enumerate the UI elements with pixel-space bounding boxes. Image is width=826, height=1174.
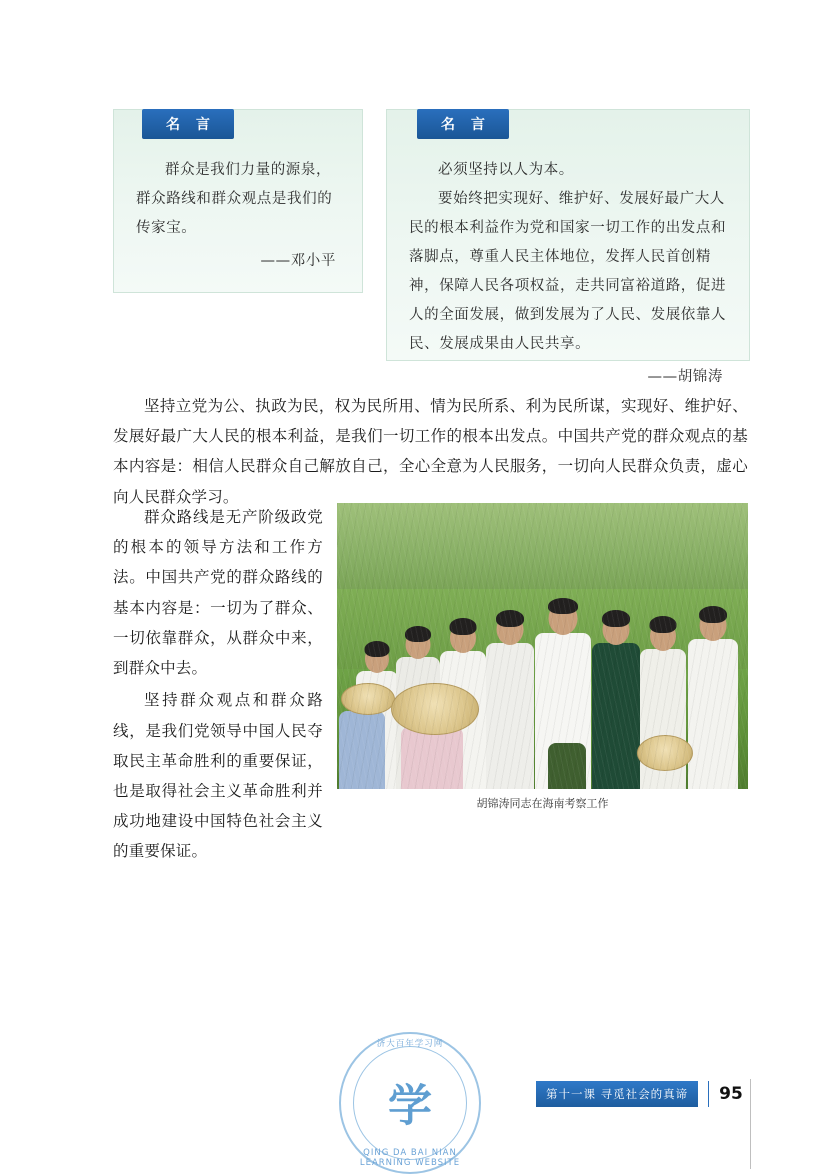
paragraph-text: 坚持群众观点和群众路线，是我们党领导中国人民夺取民主革命胜利的重要保证，也是取得社会主义革命胜利并成功地建设中国特色社会主义的重要保证。 — [113, 692, 323, 861]
paragraph-text: 坚持立党为公、执政为民，权为民所用、情为民所系、利为民所谋，实现好、维护好、发展好最广大人民的根本利益，是我们一切工作的根本出发点。中国共产党的群众观点的基本内容是：相信人民群众自己解放自己，全心全意为人民服务，一切向人民群众负责，虚心向人民群众学习。 — [113, 398, 748, 506]
footer-divider — [708, 1081, 709, 1107]
quote-paragraph: 必须坚持以人为本。 — [438, 162, 574, 178]
quote-box-hu — [386, 109, 750, 385]
watermark-logo — [339, 1032, 481, 1174]
body-left-column — [113, 503, 323, 868]
watermark-glyph: 学 — [388, 1080, 432, 1132]
quote-body — [387, 148, 749, 392]
page-footer — [536, 1079, 748, 1109]
paragraph-text: 群众路线是无产阶级政党的根本的领导方法和工作方法。中国共产党的群众路线的基本内容是：一切为了群众、一切依靠群众，从群众中来，到群众中去。 — [113, 509, 323, 678]
quote-attribution: ——邓小平 — [260, 253, 336, 269]
quote-paragraph: 要始终把实现好、维护好、发展好最广大人民的根本利益作为党和国家一切工作的出发点和落脚点，尊重人民主体地位，发挥人民首创精神，保障人民各项权益，走共同富裕道路，促进人的全面发展，做到发展为了人民、发展依靠人民、发展成果由人民共享。 — [409, 191, 727, 352]
photo-figure — [337, 503, 748, 789]
quote-tab-label: 名 言 — [142, 109, 234, 139]
watermark-bottom-text: QING DA BAI NIAN LEARNING WEBSITE — [359, 1148, 461, 1168]
quote-body — [114, 148, 362, 276]
quote-tab-label: 名 言 — [417, 109, 509, 139]
quote-attribution: ——胡锦涛 — [647, 369, 723, 385]
photo-caption: 胡锦涛同志在海南考察工作 — [476, 797, 609, 810]
photo-grass-texture — [337, 503, 748, 789]
quote-box-deng — [113, 109, 363, 293]
watermark-top-text: 济大百年学习网 — [376, 1039, 444, 1049]
photo-image — [337, 503, 748, 789]
page-number: 95 — [719, 1084, 743, 1104]
page-edge-rule — [750, 1079, 751, 1169]
quote-paragraph: 群众是我们力量的源泉，群众路线和群众观点是我们的传家宝。 — [136, 162, 333, 236]
footer-chapter-label: 第十一课 寻觅社会的真谛 — [536, 1081, 698, 1107]
body-intro-paragraph — [113, 392, 748, 513]
